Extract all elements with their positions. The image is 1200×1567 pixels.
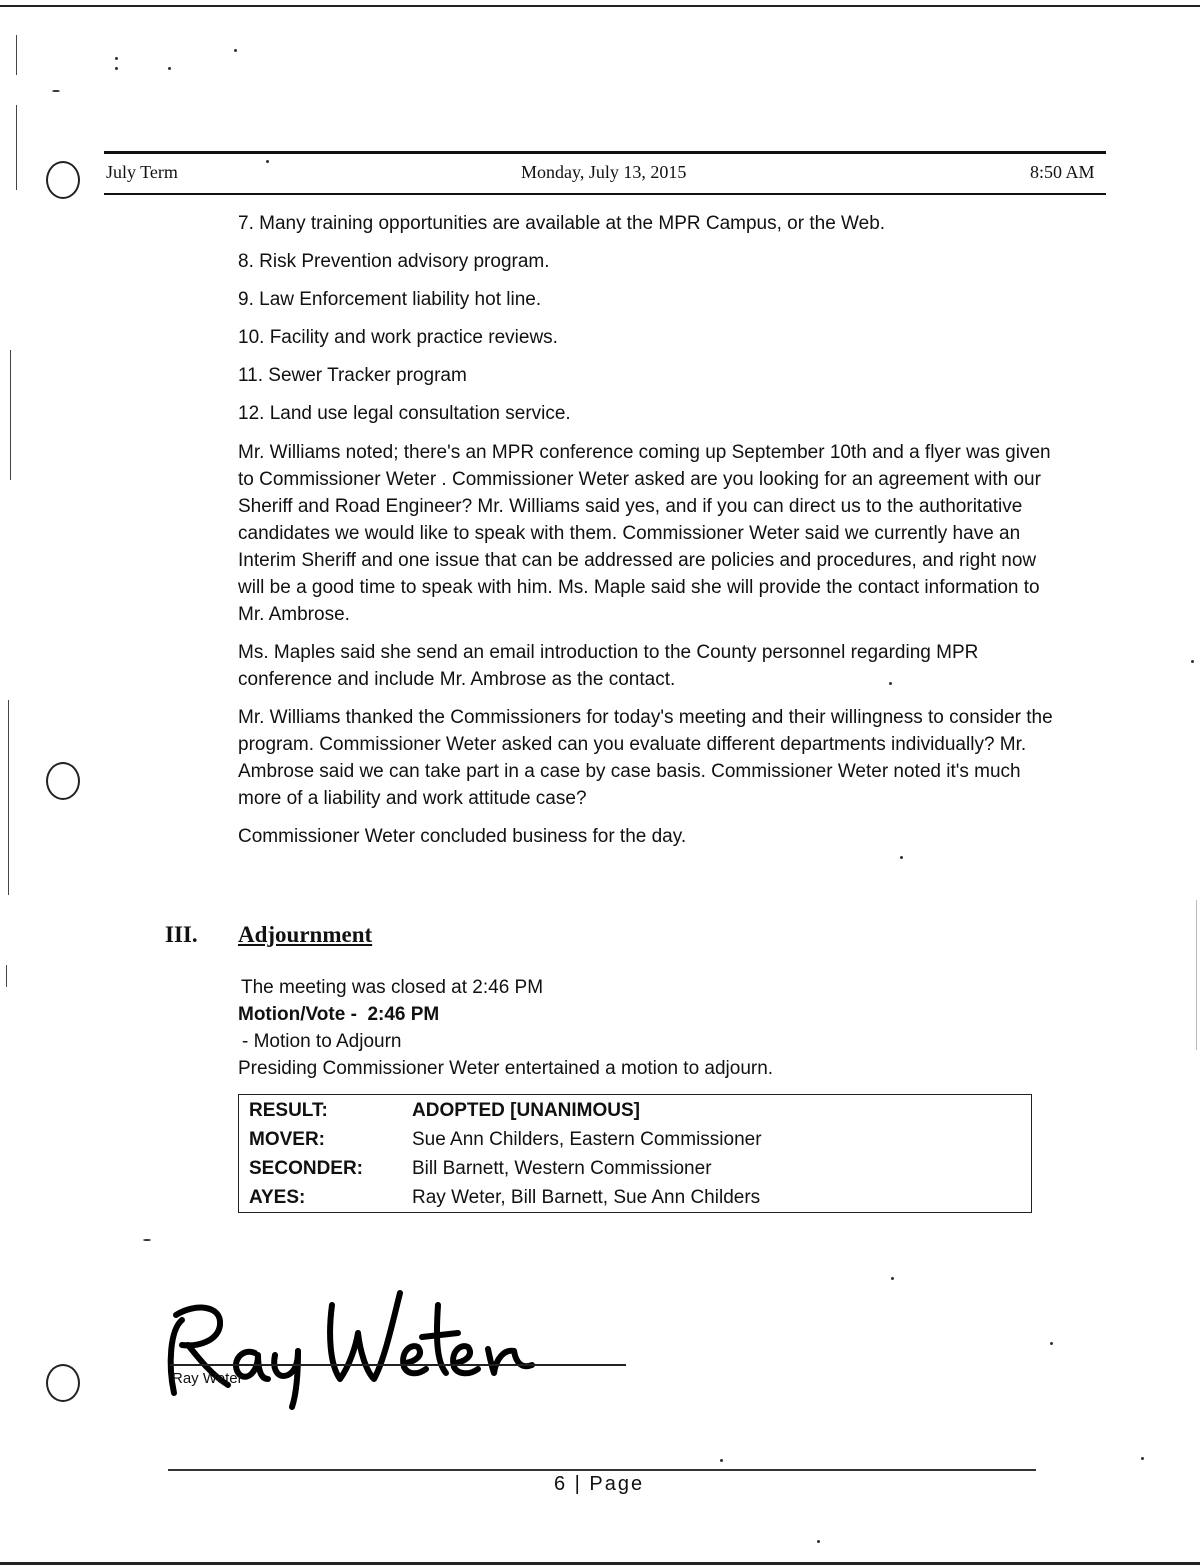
list-item: 9. Law Enforcement liability hot line. <box>238 289 542 310</box>
scan-bottom-edge <box>0 1562 1200 1565</box>
motion-vote-label: Motion/Vote - 2:46 PM <box>238 1004 440 1025</box>
scan-speck <box>1050 1342 1053 1345</box>
vote-label: AYES: <box>249 1187 306 1208</box>
vote-value: Sue Ann Childers, Eastern Commissioner <box>412 1129 762 1150</box>
motion-item: - Motion to Adjourn <box>242 1031 402 1052</box>
scan-top-edge <box>0 5 1200 7</box>
scan-speck <box>52 90 60 92</box>
header-time: 8:50 AM <box>1030 162 1095 182</box>
scan-speck <box>891 1277 894 1280</box>
meeting-closed-text: The meeting was closed at 2:46 PM <box>241 977 544 998</box>
handwritten-signature <box>160 1275 550 1415</box>
scan-left-edge <box>10 350 11 480</box>
header-rule-bottom <box>104 193 1106 195</box>
signature-line <box>170 1364 626 1366</box>
scan-left-edge <box>8 700 9 895</box>
scan-speck <box>234 49 237 52</box>
section-number: III. <box>165 922 198 947</box>
footer-rule <box>168 1469 1036 1471</box>
page-number: 6 | Page <box>554 1473 645 1495</box>
list-item: 7. Many training opportunities are available at the MPR Campus, or the Web. <box>238 213 886 234</box>
section-title: Adjournment <box>238 922 373 947</box>
vote-label: MOVER: <box>249 1129 325 1150</box>
punch-hole <box>46 161 80 199</box>
vote-value: Ray Weter, Bill Barnett, Sue Ann Childers <box>412 1187 761 1208</box>
list-item: 8. Risk Prevention advisory program. <box>238 251 550 272</box>
signature-printed-name: Ray Weter <box>172 1370 243 1387</box>
paragraph: Mr. Williams thanked the Commissioners for today's meeting and their willingness to consider the program. Commissioner Weter asked can you evaluate different departments individually? Mr. Ambrose said we can take part in a case by case basis. Commissioner Weter noted it's much more of a liability and work attitude case? <box>238 707 1053 809</box>
vote-value: Bill Barnett, Western Commissioner <box>412 1158 712 1179</box>
scan-left-edge <box>6 965 7 987</box>
header-rule-top <box>104 151 1106 154</box>
scan-left-edge <box>16 35 17 75</box>
scan-speck <box>115 67 118 70</box>
list-item: 10. Facility and work practice reviews. <box>238 327 558 348</box>
scan-left-edge <box>16 105 17 190</box>
header-term: July Term <box>106 162 178 182</box>
vote-value: ADOPTED [UNANIMOUS] <box>412 1100 640 1121</box>
header-date: Monday, July 13, 2015 <box>521 162 687 182</box>
scan-speck <box>143 1239 151 1241</box>
punch-hole <box>46 1364 80 1402</box>
punch-hole <box>46 762 80 800</box>
scan-speck <box>115 57 118 60</box>
scan-speck <box>900 856 903 859</box>
scan-speck <box>1141 1457 1144 1460</box>
list-item: 12. Land use legal consultation service. <box>238 403 571 424</box>
list-item: 11. Sewer Tracker program <box>238 365 467 386</box>
paragraph: Ms. Maples said she send an email introduction to the County personnel regarding MPR conference and include Mr. Ambrose as the contact. <box>238 642 979 690</box>
scan-speck <box>720 1459 723 1462</box>
scan-speck <box>168 67 171 70</box>
paragraph: Mr. Williams noted; there's an MPR conference coming up September 10th and a flyer was given to Commissioner Weter . Commissioner Weter asked are you looking for an agreement with our Sheriff and Road Engineer? Mr. Williams said yes, and if you can direct us to the authoritative candidates we would like to speak with them. Commissioner Weter said we currently have an Interim Sheriff and one issue that can be addressed are policies and procedures, and right now will be a good time to speak with him. Ms. Maple said she will provide the contact information to Mr. Ambrose. <box>238 442 1051 625</box>
paragraph: Commissioner Weter concluded business for the day. <box>238 826 687 847</box>
vote-label: SECONDER: <box>249 1158 364 1179</box>
scan-right-edge <box>1196 900 1197 1050</box>
scan-speck <box>817 1540 820 1543</box>
scan-speck <box>1191 660 1194 663</box>
scan-speck <box>266 160 269 163</box>
motion-description: Presiding Commissioner Weter entertained a motion to adjourn. <box>238 1058 774 1079</box>
vote-label: RESULT: <box>249 1100 328 1121</box>
vote-result-table <box>238 1094 1032 1213</box>
